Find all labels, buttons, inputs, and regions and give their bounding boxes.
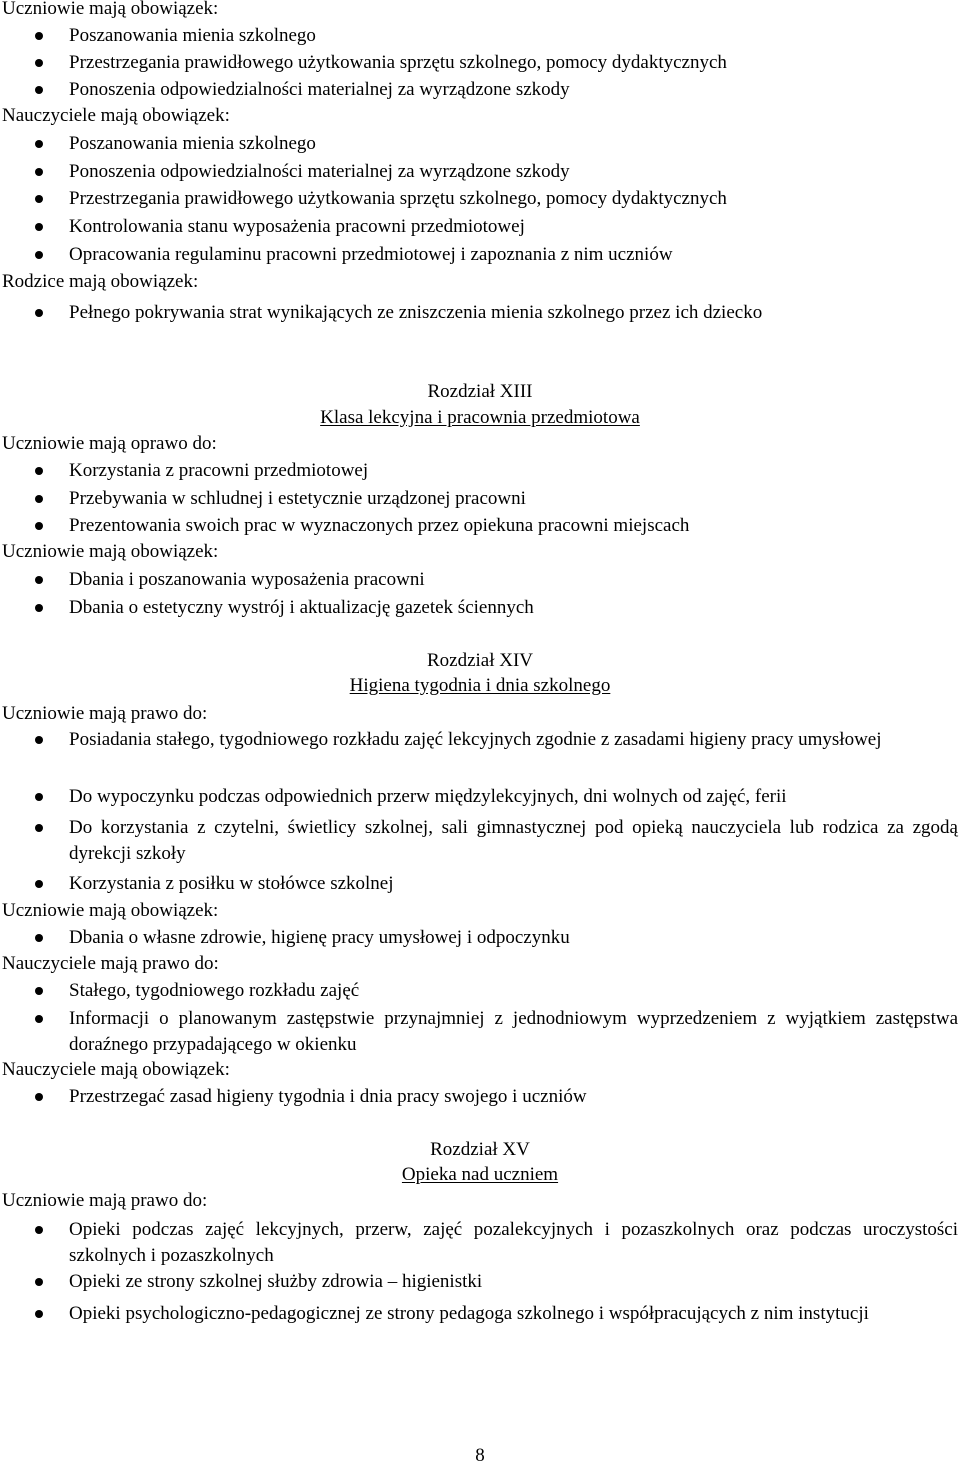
label-students-rights-3: Uczniowie mają prawo do: xyxy=(2,1190,208,1211)
chapter-subtitle-text: Opieka nad uczniem xyxy=(401,1164,559,1185)
bullet xyxy=(35,1093,43,1101)
list-item: Dbania o estetyczny wystrój i aktualizację gazetek ściennych xyxy=(69,597,534,618)
chapter-subtitle xyxy=(0,673,960,699)
chapter-title: Rozdział XV xyxy=(430,1139,530,1160)
bullet xyxy=(35,195,43,203)
list-item: Dbania i poszanowania wyposażenia pracowni xyxy=(69,569,425,590)
page-number: 8 xyxy=(475,1445,485,1466)
list-item: Prezentowania swoich prac w wyznaczonych przez opiekuna pracowni miejscach xyxy=(69,515,690,536)
list-item: Opieki ze strony szkolnej służby zdrowia – higienistki xyxy=(69,1271,483,1292)
bullet xyxy=(35,880,43,888)
list-item: Przestrzegać zasad higieny tygodnia i dnia pracy swojego i uczniów xyxy=(69,1086,587,1107)
list-item: Opieki psychologiczno-pedagogicznej ze strony pedagoga szkolnego i współpracujących z nim instytucji xyxy=(69,1303,869,1324)
bullet xyxy=(35,140,43,148)
bullet xyxy=(35,168,43,176)
bullet xyxy=(35,1278,43,1286)
bullet xyxy=(35,495,43,503)
list-item: Poszanowania mienia szkolnego xyxy=(69,133,316,154)
bullet xyxy=(35,793,43,801)
list-item: Opieki podczas zajęć lekcyjnych, przerw, zajęć pozalekcyjnych i pozaszkolnych oraz podczas uroczystości szkolnych i pozaszkolnych xyxy=(69,1219,958,1266)
list-item: Informacji o planowanym zastępstwie przynajmniej z jednodniowym wyprzedzeniem z wyjątkiem zastępstwa doraźnego przypadającego w okienku xyxy=(69,1008,958,1055)
list-item: Przebywania w schludnej i estetycznie urządzonej pracowni xyxy=(69,488,526,509)
bullet xyxy=(35,987,43,995)
list-item: Ponoszenia odpowiedzialności materialnej za wyrządzone szkody xyxy=(69,161,570,182)
bullet xyxy=(35,1226,43,1234)
bullet xyxy=(35,934,43,942)
label-students-duties-3: Uczniowie mają obowiązek: xyxy=(2,900,219,921)
label-students-rights: Uczniowie mają oprawo do: xyxy=(2,433,217,454)
label-parents-duties: Rodzice mają obowiązek: xyxy=(2,271,199,292)
chapter-title: Rozdział XIII xyxy=(427,381,533,402)
bullet xyxy=(35,32,43,40)
list-item: Do wypoczynku podczas odpowiednich przerw międzylekcyjnych, dni wolnych od zajęć, ferii xyxy=(69,786,787,807)
label-teachers-duties-2: Nauczyciele mają obowiązek: xyxy=(2,1059,230,1080)
label-teachers-duties: Nauczyciele mają obowiązek: xyxy=(2,105,230,126)
bullet xyxy=(35,309,43,317)
bullet xyxy=(35,576,43,584)
bullet xyxy=(35,824,43,832)
bullet xyxy=(35,86,43,94)
bullet xyxy=(35,522,43,530)
list-item: Stałego, tygodniowego rozkładu zajęć xyxy=(69,980,360,1001)
chapter-title: Rozdział XIV xyxy=(426,650,534,671)
bullet xyxy=(35,1310,43,1318)
chapter-subtitle-text: Higiena tygodnia i dnia szkolnego xyxy=(349,675,611,696)
list-item: Pełnego pokrywania strat wynikających ze zniszczenia mienia szkolnego przez ich dziecko xyxy=(69,302,763,323)
bullet xyxy=(35,223,43,231)
bullet xyxy=(35,736,43,744)
bullet xyxy=(35,604,43,612)
chapter-subtitle-text: Klasa lekcyjna i pracownia przedmiotowa xyxy=(320,407,640,428)
bullet xyxy=(35,1015,43,1023)
chapter-subtitle xyxy=(0,1162,960,1188)
list-item: Przestrzegania prawidłowego użytkowania sprzętu szkolnego, pomocy dydaktycznych xyxy=(69,188,727,209)
bullet xyxy=(35,467,43,475)
list-item: Poszanowania mienia szkolnego xyxy=(69,25,316,46)
list-item: Opracowania regulaminu pracowni przedmiotowej i zapoznania z nim uczniów xyxy=(69,244,673,265)
list-item: Do korzystania z czytelni, świetlicy szkolnej, sali gimnastycznej pod opieką nauczyciela lub rodzica za zgodą dyrekcji szkoły xyxy=(69,817,958,864)
list-item: Posiadania stałego, tygodniowego rozkładu zajęć lekcyjnych zgodnie z zasadami higieny pracy umysłowej xyxy=(69,729,882,750)
list-item: Przestrzegania prawidłowego użytkowania sprzętu szkolnego, pomocy dydaktycznych xyxy=(69,52,727,73)
bullet xyxy=(35,59,43,67)
label-teachers-rights: Nauczyciele mają prawo do: xyxy=(2,953,219,974)
label-students-duties: Uczniowie mają obowiązek: xyxy=(2,0,219,19)
list-item: Ponoszenia odpowiedzialności materialnej za wyrządzone szkody xyxy=(69,79,570,100)
bullet xyxy=(35,251,43,259)
list-item: Dbania o własne zdrowie, higienę pracy umysłowej i odpoczynku xyxy=(69,927,570,948)
label-students-duties-2: Uczniowie mają obowiązek: xyxy=(2,541,219,562)
list-item: Korzystania z posiłku w stołówce szkolnej xyxy=(69,873,394,894)
list-item: Korzystania z pracowni przedmiotowej xyxy=(69,460,369,481)
chapter-subtitle xyxy=(0,405,960,431)
label-students-rights-2: Uczniowie mają prawo do: xyxy=(2,703,208,724)
list-item: Kontrolowania stanu wyposażenia pracowni przedmiotowej xyxy=(69,216,525,237)
